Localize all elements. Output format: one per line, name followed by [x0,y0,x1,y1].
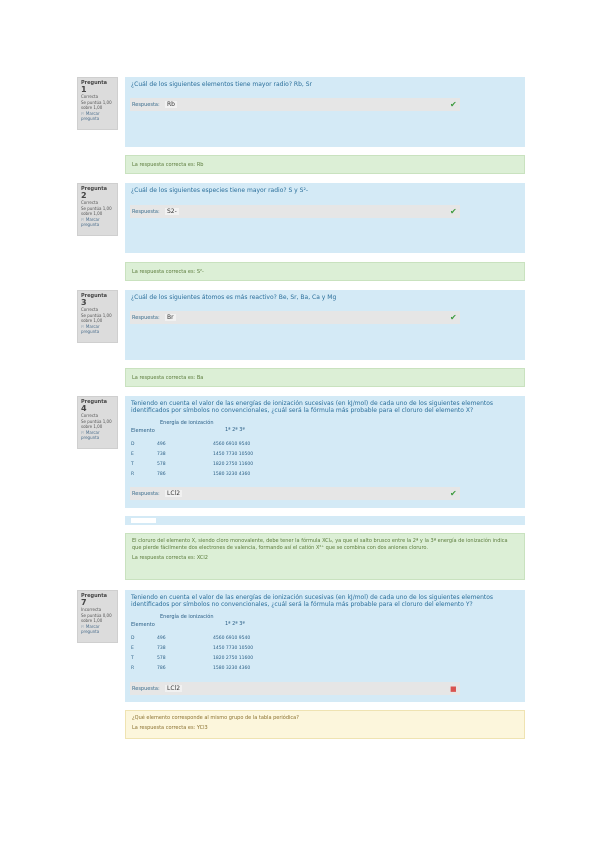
question-text: ¿Cuál de los siguientes átomos es más reactivo? Be, Sr, Ba, Ca y Mg [131,294,337,301]
correct-answer-text: La respuesta correcta es: XCl2 [132,555,208,561]
question-text: Teniendo en cuenta el valor de las energías de ionización sucesivas (en kJ/mol) de cada uno de los siguientes elementos identificados por símbolos no convencionales, ¿cuál será la fórmula más probable para el cloruro del elemento Y? [131,594,494,608]
energy-header: Energía de ionización [160,614,214,620]
answer-value: S2- [167,208,177,215]
question-status: Correcta [81,413,99,418]
spacer-bar [125,516,525,525]
answer-label: Respuesta: [132,209,160,215]
correct-answer-text: La respuesta correcta es: YCl3 [132,725,208,731]
feedback-3 [125,368,525,387]
incorrect-icon: ■ [450,685,457,693]
energy-header: Energía de ionización [160,420,214,426]
answer-field-7[interactable] [130,682,460,695]
check-icon: ✔ [450,207,457,216]
question-info-1 [77,77,118,130]
flag-icon: ⚐ [81,323,85,329]
question-info-4 [77,396,118,449]
question-number: Pregunta 2 [81,186,107,200]
question-info-2 [77,183,118,236]
question-number: Pregunta 4 [81,399,107,413]
question-points: Se puntúa 1,00 sobre 1,00 [81,99,112,110]
answer-label: Respuesta: [132,491,160,497]
question-status: Incorrecta [81,607,102,612]
flag-question-link[interactable]: ⚐ Marcar pregunta [81,623,100,634]
answer-field-3[interactable] [130,311,460,324]
element-header: Elemento [131,622,155,628]
question-points: Se puntúa 0,00 sobre 1,00 [81,612,112,623]
question-text: ¿Cuál de los siguientes especies tiene mayor radio? S y S²- [131,187,309,194]
question-status: Correcta [81,200,99,205]
question-points: Se puntúa 1,00 sobre 1,00 [81,205,112,216]
feedback-2 [125,262,525,281]
question-number: Pregunta 7 [81,593,107,607]
answer-value: LCl2 [167,490,181,497]
question-number: Pregunta 3 [81,293,107,307]
question-text: ¿Cuál de los siguientes elementos tiene mayor radio? Rb, Sr [131,81,312,88]
question-text: Teniendo en cuenta el valor de las energías de ionización sucesivas (en kJ/mol) de cada uno de los siguientes elementos identificados por símbolos no convencionales, ¿cuál será la fórmula más probable para el cloruro del elemento X? [131,400,494,414]
correct-answer-text: La respuesta correcta es: Ba [132,375,204,381]
feedback-explanation: El cloruro del elemento X, siendo cloro monovalente, debe tener la fórmula XCl₂, ya que el salto brusco entre la 2ª y la 3ª energía de ionización indica que pierde fácilmente dos electrones de valencia, formando así el catión X²⁺ que se combina con dos aniones cloruro. [132,538,508,551]
question-content-3 [125,290,525,360]
question-points: Se puntúa 1,00 sobre 1,00 [81,418,112,429]
answer-value: Rb [167,101,175,108]
spacer-white [131,518,156,523]
answer-label: Respuesta: [132,686,160,692]
question-info-7 [77,590,118,643]
answer-field-1[interactable] [130,98,460,111]
correct-answer-text: La respuesta correcta es: S²- [132,269,204,275]
flag-question-link[interactable]: ⚐ Marcar pregunta [81,323,100,334]
correct-answer-text: La respuesta correcta es: Rb [132,162,204,168]
question-status: Correcta [81,307,99,312]
feedback-1 [125,155,525,174]
question-content-2 [125,183,525,253]
ionization-columns: 1ª 2ª 3ª [225,621,245,627]
feedback-4 [125,533,525,580]
check-icon: ✔ [450,489,457,498]
flag-icon: ⚐ [81,623,85,629]
flag-question-link[interactable]: ⚐ Marcar pregunta [81,429,100,440]
feedback-7 [125,710,525,739]
flag-icon: ⚐ [81,429,85,435]
flag-icon: ⚐ [81,110,85,116]
question-number: Pregunta 1 [81,80,107,94]
flag-question-link[interactable]: ⚐ Marcar pregunta [81,110,100,121]
answer-label: Respuesta: [132,102,160,108]
ionization-columns: 1ª 2ª 3ª [225,427,245,433]
flag-icon: ⚐ [81,216,85,222]
check-icon: ✔ [450,313,457,322]
question-points: Se puntúa 1,00 sobre 1,00 [81,312,112,323]
answer-field-4[interactable] [130,487,460,500]
flag-question-link[interactable]: ⚐ Marcar pregunta [81,216,100,227]
question-status: Correcta [81,94,99,99]
check-icon: ✔ [450,100,457,109]
element-header: Elemento [131,428,155,434]
answer-field-2[interactable] [130,205,460,218]
answer-value: Br [167,314,174,321]
answer-label: Respuesta: [132,315,160,321]
feedback-explanation: ¿Qué elemento corresponde al mismo grupo de la tabla periódica? [132,715,299,721]
answer-value: LCl2 [167,685,181,692]
question-info-3 [77,290,118,343]
question-content-1 [125,77,525,147]
